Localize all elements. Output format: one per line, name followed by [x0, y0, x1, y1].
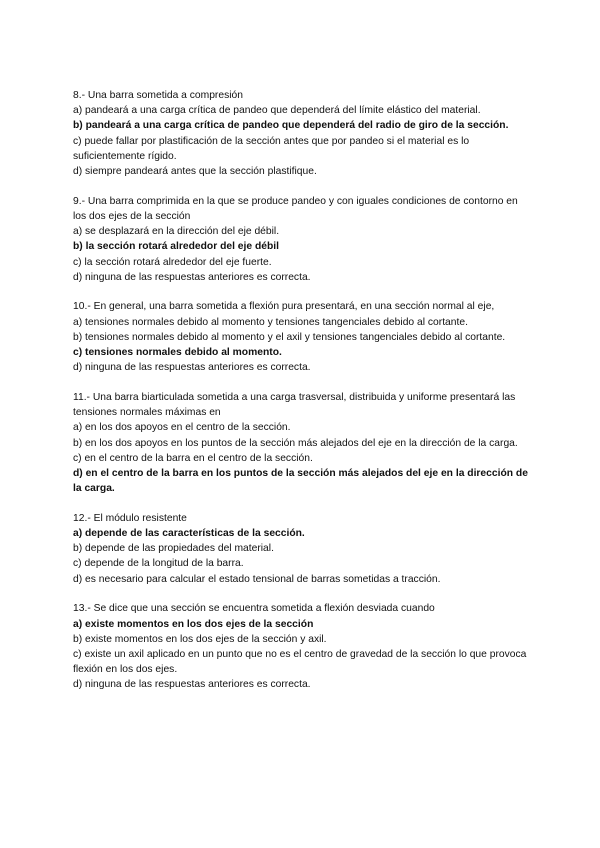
- answer-option: b) depende de las propiedades del material.: [73, 543, 274, 555]
- answer-option: d) ninguna de las respuestas anteriores es correcta.: [73, 362, 311, 374]
- question-stem: 11.- Una barra biarticulada sometida a una carga trasversal, distribuida y uniforme presentará las tensiones normales máximas en: [73, 391, 516, 419]
- question-stem: 12.- El módulo resistente: [73, 512, 187, 524]
- answer-option: a) se desplazará en la dirección del eje débil.: [73, 226, 280, 238]
- question-12: [73, 511, 533, 587]
- answer-option-correct: b) la sección rotará alrededor del eje débil: [73, 241, 280, 253]
- answer-option: c) depende de la longitud de la barra.: [73, 558, 244, 570]
- question-stem: 9.- Una barra comprimida en la que se produce pandeo y con iguales condiciones de contorno en los dos ejes de la sección: [73, 195, 518, 222]
- question-9: [73, 194, 533, 285]
- answer-option-correct: a) depende de las características de la sección.: [73, 528, 305, 540]
- question-11: [73, 390, 533, 496]
- answer-option: c) la sección rotará alrededor del eje fuerte.: [73, 256, 272, 268]
- question-13: [73, 601, 533, 692]
- answer-option-correct: b) pandeará a una carga crítica de pandeo que dependerá del radio de giro de la sección.: [73, 120, 509, 132]
- answer-option: d) ninguna de las respuestas anteriores es correcta.: [73, 271, 311, 283]
- question-stem: 10.- En general, una barra sometida a flexión pura presentará, en una sección normal al eje,: [73, 301, 495, 313]
- answer-option: d) es necesario para calcular el estado tensional de barras sometidas a tracción.: [73, 573, 441, 585]
- question-stem: 13.- Se dice que una sección se encuentra sometida a flexión desviada cuando: [73, 603, 435, 615]
- question-list: [73, 88, 533, 707]
- answer-option: d) siempre pandeará antes que la sección plastifique.: [73, 166, 317, 178]
- answer-option: c) en el centro de la barra en el centro de la sección.: [73, 452, 313, 464]
- answer-option: c) existe un axil aplicado en un punto que no es el centro de gravedad de la sección lo que provoca flexión en los dos ejes.: [73, 649, 527, 676]
- answer-option: a) tensiones normales debido al momento y tensiones tangenciales debido al cortante.: [73, 316, 468, 328]
- question-8: [73, 88, 533, 179]
- answer-option: a) en los dos apoyos en el centro de la sección.: [73, 422, 291, 434]
- answer-option-correct: d) en el centro de la barra en los puntos de la sección más alejados del eje en la dirección de la carga.: [73, 467, 528, 495]
- answer-option-correct: a) existe momentos en los dos ejes de la sección: [73, 618, 314, 630]
- answer-option: c) puede fallar por plastificación de la sección antes que por pandeo si el material es lo suficientemente rígido.: [73, 135, 470, 162]
- question-10: [73, 299, 533, 375]
- answer-option: a) pandeará a una carga crítica de pandeo que dependerá del límite elástico del material.: [73, 105, 481, 117]
- answer-option-correct: c) tensiones normales debido al momento.: [73, 347, 282, 359]
- answer-option: b) tensiones normales debido al momento y el axil y tensiones tangenciales debido al cortante.: [73, 331, 506, 343]
- answer-option: d) ninguna de las respuestas anteriores es correcta.: [73, 679, 311, 691]
- question-stem: 8.- Una barra sometida a compresión: [73, 90, 243, 101]
- answer-option: b) existe momentos en los dos ejes de la sección y axil.: [73, 633, 327, 645]
- answer-option: b) en los dos apoyos en los puntos de la sección más alejados del eje en la dirección de la carga.: [73, 437, 518, 449]
